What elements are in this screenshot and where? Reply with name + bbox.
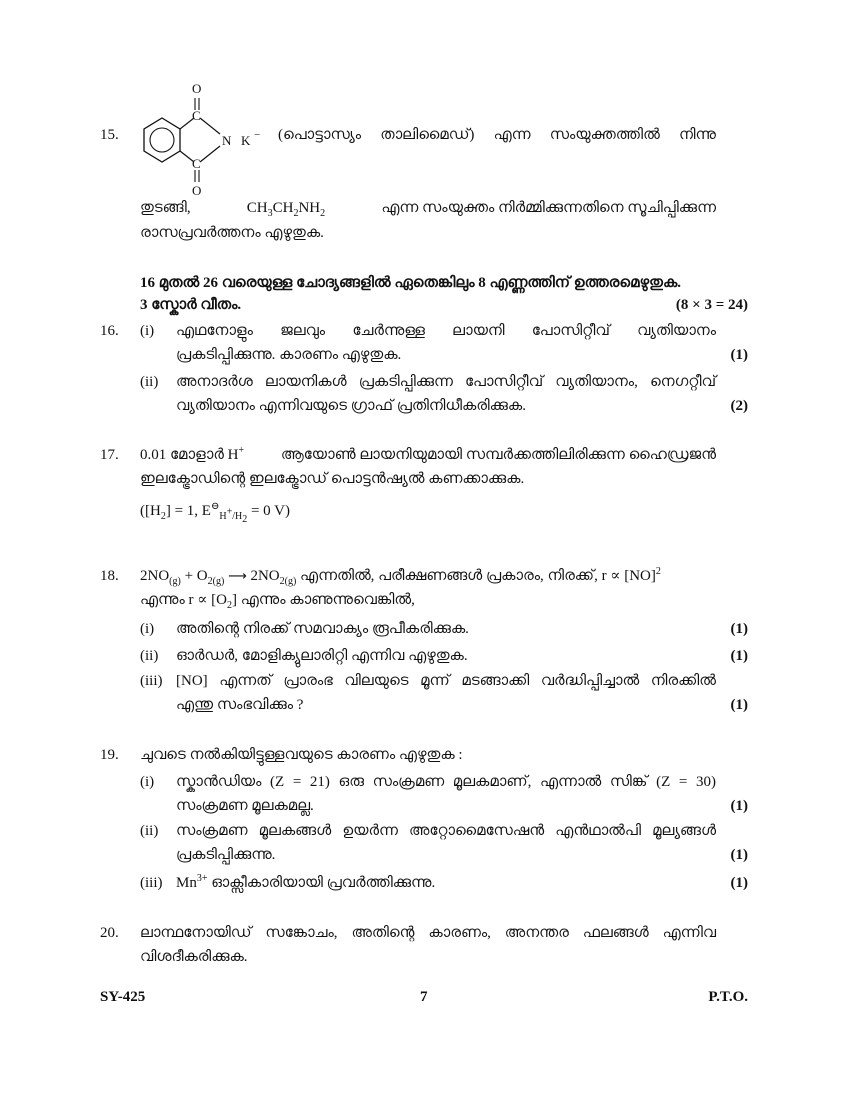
q18-ii-mark: (1) [730, 648, 748, 664]
q16-i-mark: (1) [730, 347, 748, 363]
q15-formula: $CH_3CH_2NH_2$ [246, 200, 326, 219]
q18-i-label: (i) [140, 621, 155, 637]
q18-ii-text: ഓർഡർ, മോളിക്യുലാരിറ്റി എന്നിവ എഴുതുക. [176, 648, 468, 664]
q19-iii-text: $Mn^{3+}$ ഓക്സീകാരിയായി പ്രവർത്തിക്കുന്നു. [176, 873, 436, 891]
section-score-line: 3 സ്കോർ വീതം. [140, 297, 242, 313]
q18-reaction: $2NO_{(g)} + O_{2(g)}$ ⟶ $2NO_{2(g)}$ എന്നതിൽ, പരീക്ഷണങ്ങൾ പ്രകാരം, നിരക്ക്, r ∝ [NO]$^2$ [140, 566, 661, 587]
q18-i-mark: (1) [730, 621, 748, 637]
q19-iii-label: (iii) [140, 875, 163, 891]
q15-line3: രാസപ്രവർത്തനം എഴുതുക. [140, 225, 324, 241]
q15-line2-start: തുടങ്ങി, [140, 200, 191, 216]
q18-iii-line2: എന്തു സംഭവിക്കും ? [176, 697, 304, 713]
potassium: K [241, 133, 251, 148]
oxygen-bottom: O [192, 183, 202, 198]
q20-line2: വിശദീകരിക്കുക. [140, 949, 248, 965]
carbon-bottom: C [192, 156, 201, 171]
q19-i-line2: സംക്രമണ മൂലകമല്ല. [176, 798, 314, 814]
q19-ii-line2: പ്രകടിപ്പിക്കുന്നു. [176, 847, 276, 863]
q16-ii-label: (ii) [140, 374, 159, 390]
q18-iii-line1: [NO] എന്നത് പ്രാരംഭ വിലയുടെ മൂന്ന് മടങ്ങാക്കി വർദ്ധിപ്പിച്ചാൽ നിരക്കിൽ [176, 673, 716, 689]
nitrogen: N [222, 133, 232, 148]
footer-page-number: 7 [420, 989, 428, 1005]
q19-i-mark: (1) [730, 798, 748, 814]
footer-pto: P.T.O. [708, 989, 748, 1005]
q18-line2: എന്നും $r \propto [O_2]$ എന്നും കാണുന്നുവെങ്കിൽ, [140, 592, 415, 611]
q16-ii-line2: വ്യതിയാനം എന്നിവയുടെ ഗ്രാഫ് പ്രതിനിധീകരിക്കുക. [176, 398, 526, 414]
phthalimide-structure [132, 78, 268, 200]
section-total: (8 × 3 = 24) [675, 297, 748, 313]
q17-line1-b: ആയോൺ ലായനിയുമായി സമ്പർക്കത്തിലിരിക്കുന്ന ഹൈഡ്രജൻ [280, 447, 716, 463]
q19-ii-label: (ii) [140, 823, 159, 839]
q17-line1 [140, 444, 716, 467]
q17-line1-a: 0.01 മോളാർ H+ [140, 445, 245, 463]
q19-number: 19. [100, 747, 119, 763]
q20-line1: ലാന്ഥനോയിഡ് സങ്കോചം, അതിന്റെ കാരണം, അനന്തര ഫലങ്ങൾ എന്നിവ [140, 925, 716, 941]
q18-ii-label: (ii) [140, 648, 159, 664]
q16-i-line1: എഥനോളും ജലവും ചേർന്നുള്ള ലായനി പോസിറ്റീവ് വ്യതിയാനം [176, 323, 716, 339]
q16-ii-line1: അനാദർശ ലായനികൾ പ്രകടിപ്പിക്കുന്ന പോസിറ്റീവ് വ്യതിയാനം, നെഗറ്റീവ് [176, 374, 716, 390]
q16-number: 16. [100, 323, 119, 339]
section-instruction: 16 മുതൽ 26 വരെയുള്ള ചോദ്യങ്ങളിൽ ഏതെങ്കിലും 8 എണ്ണത്തിന് ഉത്തരമെഴുതുക. [140, 275, 682, 291]
q18-number: 18. [100, 568, 119, 584]
q15-line1: (പൊട്ടാസ്യം താലിമൈഡ്) എന്ന സംയുക്തത്തിൽ നിന്നു [278, 127, 716, 143]
footer-code: SY-425 [100, 989, 146, 1005]
carbon-top: C [192, 108, 201, 123]
q19-i-line1: സ്കാൻഡിയം (Z = 21) ഒരു സംക്രമണ മൂലകമാണ്, എന്നാൽ സിങ്ക് (Z = 30) [176, 774, 716, 790]
q19-ii-mark: (1) [730, 847, 748, 863]
potassium-charge: − [254, 129, 261, 141]
q19-iii-mark: (1) [730, 875, 748, 891]
q17-number: 17. [100, 447, 119, 463]
q16-i-label: (i) [140, 323, 155, 339]
q20-number: 20. [100, 925, 119, 941]
q19-intro: ചുവടെ നൽകിയിട്ടുള്ളവയുടെ കാരണം എഴുതുക : [140, 747, 463, 763]
q16-i-line2: പ്രകടിപ്പിക്കുന്നു. കാരണം എഴുതുക. [176, 347, 402, 363]
q19-ii-line1: സംക്രമണ മൂലകങ്ങൾ ഉയർന്ന അറ്റോമൈസേഷൻ എൻഥാൽപി മൂല്യങ്ങൾ [176, 823, 716, 839]
q15-line2 [140, 197, 716, 220]
q17-given: ($[H_2] = 1$, $E^⊖_{H^+/H_2} = 0$ V) [140, 501, 290, 525]
q15-line2-end: എന്ന സംയുക്തം നിർമ്മിക്കുന്നതിനെ സൂചിപ്പിക്കുന്ന [381, 200, 716, 216]
q17-line2: ഇലക്ട്രോഡിന്റെ ഇലക്ട്രോഡ് പൊട്ടൻഷ്യൽ കണക്കാക്കുക. [140, 471, 525, 487]
oxygen-top: O [192, 81, 202, 96]
q15-number: 15. [100, 127, 119, 143]
q19-i-label: (i) [140, 774, 155, 790]
q18-i-text: അതിന്റെ നിരക്ക് സമവാക്യം രൂപീകരിക്കുക. [176, 621, 469, 637]
q18-iii-mark: (1) [730, 697, 748, 713]
q16-ii-mark: (2) [730, 398, 748, 414]
q18-iii-label: (iii) [140, 673, 163, 689]
